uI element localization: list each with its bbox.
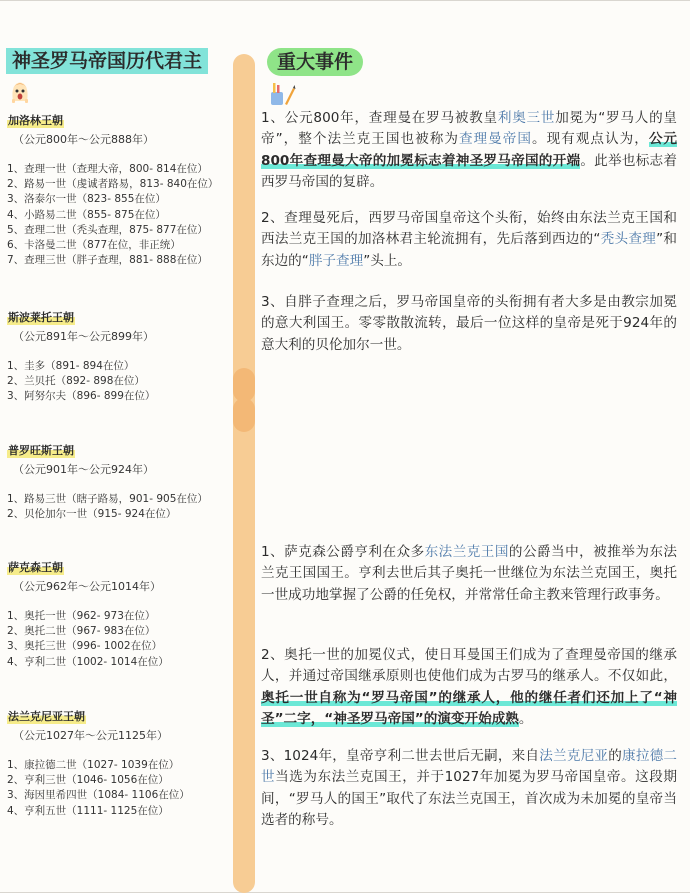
pencil-cup-icon [268,80,296,106]
dynasty-name: 法兰克尼亚王朝 [8,710,85,723]
event-after-charlemagne: 2、查理曼死后，西罗马帝国皇帝这个头衔，始终由东法兰克王国和西法兰克王国的加洛林君主轮流拥有，先后落到西边的“秃头查理”和东边的“胖子查理”头上。 [261,210,678,269]
dynasty-name: 加洛林王朝 [8,114,63,127]
dynasty-saxon [7,556,232,670]
top-divider [0,0,690,1]
ruler-list [7,492,232,522]
event-henry-elected: 1、萨克森公爵亨利在众多东法兰克王国的公爵当中，被推举为东法兰克王国国王。亨利去世后其子奥托一世继位为东法兰克国王，奥托一世成功地掌握了公爵的任免权，并常常任命主教来管理行政事务。 [261,544,678,603]
ruler-item: 2、路易一世（虔诚者路易，813- 840在位） [7,178,219,191]
ruler-item: 1、圭多（891- 894在位） [7,360,135,372]
ruler-list [7,609,232,670]
link-conrad-ii: 康拉德二世 [261,748,678,786]
link-charles-bald: 秃头查理 [600,231,657,248]
link-leo-iii: 利奥三世 [497,110,556,126]
ruler-item: 1、奥托一世（962- 973在位） [7,610,156,622]
link-franconia: 法兰克尼亚 [539,748,609,764]
ruler-item: 4、亨利二世（1002- 1014在位） [7,655,169,668]
dynasty-franconian [7,705,232,819]
event-800-coronation: 1、公元800年，查理曼在罗马被教皇利奥三世加冕为“罗马人的皇帝”，整个法兰克王国也被称为查理曼帝国。现有观点认为，公元800年查理曼大帝的加冕标志着神圣罗马帝国的开端。此举也标志着西罗马帝国的复辟。 [261,110,678,191]
dynasty-name: 普罗旺斯王朝 [8,444,74,457]
ruler-item: 3、奥托三世（996- 1002在位） [7,640,163,653]
highlight-holy-roman-empire: 奥托一世自称为“罗马帝国”的继承人，他的继任者们还加上了“神圣”二字，“神圣罗马帝国”的演变开始成熟 [261,689,677,728]
ruler-item: 3、阿努尔夫（896- 899在位） [7,390,156,403]
dynasty-name: 萨克森王朝 [8,561,63,574]
link-carolingian-empire: 查理曼帝国 [458,131,532,148]
dynasty-years: （公元901年～公元924年） [13,463,154,476]
ruler-item: 2、兰贝托（892- 898在位） [7,375,145,388]
events-title: 重大事件 [267,48,363,76]
ruler-item: 6、卡洛曼二世（877在位，非正统） [7,239,181,252]
event-1024-conrad: 3、1024年，皇帝亨利二世去世后无嗣，来自法兰克尼亚的康拉德二世当选为东法兰克国王，并于1027年加冕为罗马帝国皇帝。这段期间，“罗马人的国王”取代了东法兰克国王，首次成为未加冕的皇帝当选者的称号。 [261,748,678,829]
ruler-item: 3、海因里希四世（1084- 1106在位） [7,789,190,802]
ruler-item: 1、康拉德二世（1027- 1039在位） [7,759,180,771]
timeline-knot [233,398,255,432]
ruler-item: 7、查理三世（胖子查理，881- 888在位） [7,254,208,267]
ruler-item: 1、查理一世（查理大帝，800- 814在位） [7,163,208,175]
ruler-item: 1、路易三世（瞎子路易，901- 905在位） [7,493,208,505]
ruler-item: 4、小路易二世（855- 875在位） [7,208,166,221]
dynasty-years: （公元1027年～公元1125年） [13,729,168,742]
rulers-title: 神圣罗马帝国历代君主 [6,48,208,74]
dynasty-name: 斯波莱托王朝 [8,311,74,324]
ruler-item: 2、贝伦加尔一世（915- 924在位） [7,508,177,521]
dynasty-years: （公元891年～公元899年） [13,330,154,343]
ruler-list [7,162,232,268]
dynasty-carolingian [7,109,232,268]
dynasty-years: （公元962年～公元1014年） [13,580,161,593]
ruler-list [7,758,232,819]
event-otto-coronation: 2、奥托一世的加冕仪式，使日耳曼国王们成为了查理曼帝国的继承人，并通过帝国继承原则也使他们成为古罗马的继承人。不仅如此，奥托一世自称为“罗马帝国”的继承人，他的继任者们还加上了“神圣”二字，“神圣罗马帝国”的演变开始成熟。 [261,647,677,728]
ruler-item: 4、亨利五世（1111- 1125在位） [7,804,169,817]
timeline-bar [233,54,255,893]
highlight-start-of-hre: 公元800年查理曼大帝的加冕标志着神圣罗马帝国的开端 [261,131,678,169]
ruler-list [7,359,232,405]
dynasty-years: （公元800年～公元888年） [13,133,154,146]
link-east-francia: 东法兰克王国 [424,544,509,560]
event-italian-kings: 3、自胖子查理之后，罗马帝国皇帝的头衔拥有者大多是由教宗加冕的意大利国王。零零散散流转，最后一位这样的皇帝是死于924年的意大利的贝伦加尔一世。 [261,294,677,353]
dynasty-provence [7,439,232,522]
ruler-item: 5、查理二世（秃头查理，875- 877在位） [7,223,208,236]
scream-face-icon [10,80,30,104]
ruler-item: 2、亨利三世（1046- 1056在位） [7,774,169,787]
ruler-item: 3、洛泰尔一世（823- 855在位） [7,193,166,206]
link-charles-fat: 胖子查理 [308,252,364,269]
timeline-knot [233,368,255,402]
ruler-item: 2、奥托二世（967- 983在位） [7,625,156,638]
dynasty-spoleto [7,306,232,405]
